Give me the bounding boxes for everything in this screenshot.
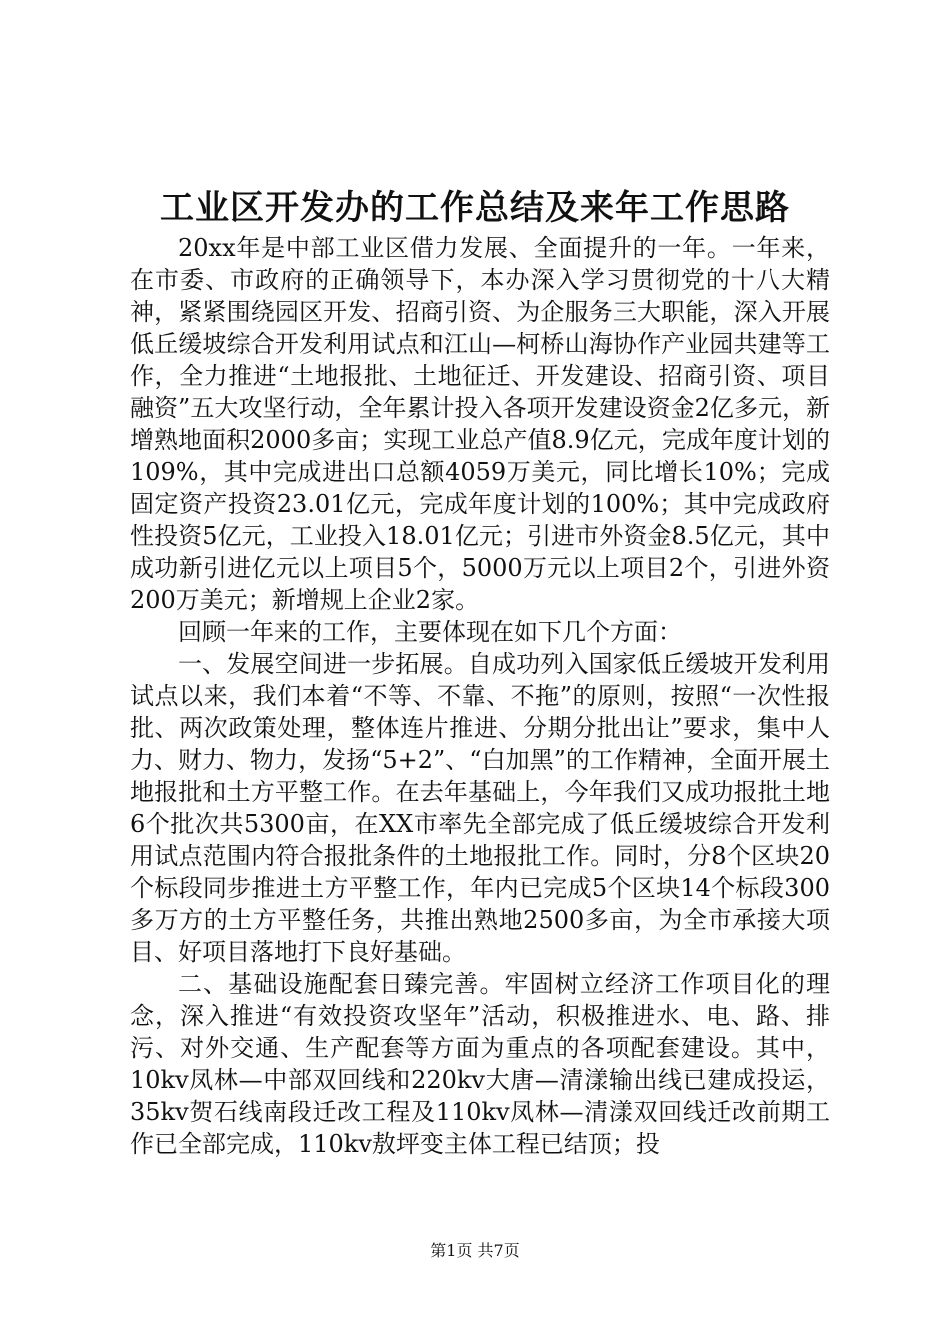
paragraph: 一、发展空间进一步拓展。自成功列入国家低丘缓坡开发利用试点以来，我们本着“不等、不靠、不拖”的原则，按照“一次性报批、两次政策处理，整体连片推进、分期分批出让”要求，集中人力、财力、物力，发扬“5+2”、“白加黑”的工作精神，全面开展土地报批和土方平整工作。在去年基础上，今年我们又成功报批土地6个批次共5300亩，在XX市率先全部完成了低丘缓坡综合开发利用试点范围内符合报批条件的土地报批工作。同时，分8个区块20个标段同步推进土方平整工作，年内已完成5个区块14个标段300多万方的土方平整任务，共推出熟地2500多亩，为全市承接大项目、好项目落地打下良好基础。: [130, 650, 830, 966]
paragraph: 回顾一年来的工作，主要体现在如下几个方面：: [178, 618, 682, 646]
page-number-footer: 第1页 共7页: [430, 1241, 520, 1260]
document-title: 工业区开发办的工作总结及来年工作思路: [160, 188, 790, 228]
paragraph: 20xx年是中部工业区借力发展、全面提升的一年。一年来，在市委、市政府的正确领导下，本办深入学习贯彻党的十八大精神，紧紧围绕园区开发、招商引资、为企服务三大职能，深入开展低丘缓坡综合开发利用试点和江山—柯桥山海协作产业园共建等工作，全力推进“土地报批、土地征迁、开发建设、招商引资、项目融资”五大攻坚行动，全年累计投入各项开发建设资金2亿多元，新增熟地面积2000多亩；实现工业总产值8.9亿元，完成年度计划的109%，其中完成进出口总额4059万美元，同比增长10%；完成固定资产投资23.01亿元，完成年度计划的100%；其中完成政府性投资5亿元，工业投入18.01亿元；引进市外资金8.5亿元，其中成功新引进亿元以上项目5个，5000万元以上项目2个，引进外资200万美元；新增规上企业2家。: [130, 234, 830, 614]
document-body: [130, 232, 830, 1160]
paragraph: 二、基础设施配套日臻完善。牢固树立经济工作项目化的理念，深入推进“有效投资攻坚年”活动，积极推进水、电、路、排污、对外交通、生产配套等方面为重点的各项配套建设。其中，10kv凤林—中部双回线和220kv大唐—清漾输出线已建成投运，35kv贺石线南段迁改工程及110kv凤林—清漾双回线迁改前期工作已全部完成，110kv敖坪变主体工程已结顶；投: [130, 970, 830, 1158]
